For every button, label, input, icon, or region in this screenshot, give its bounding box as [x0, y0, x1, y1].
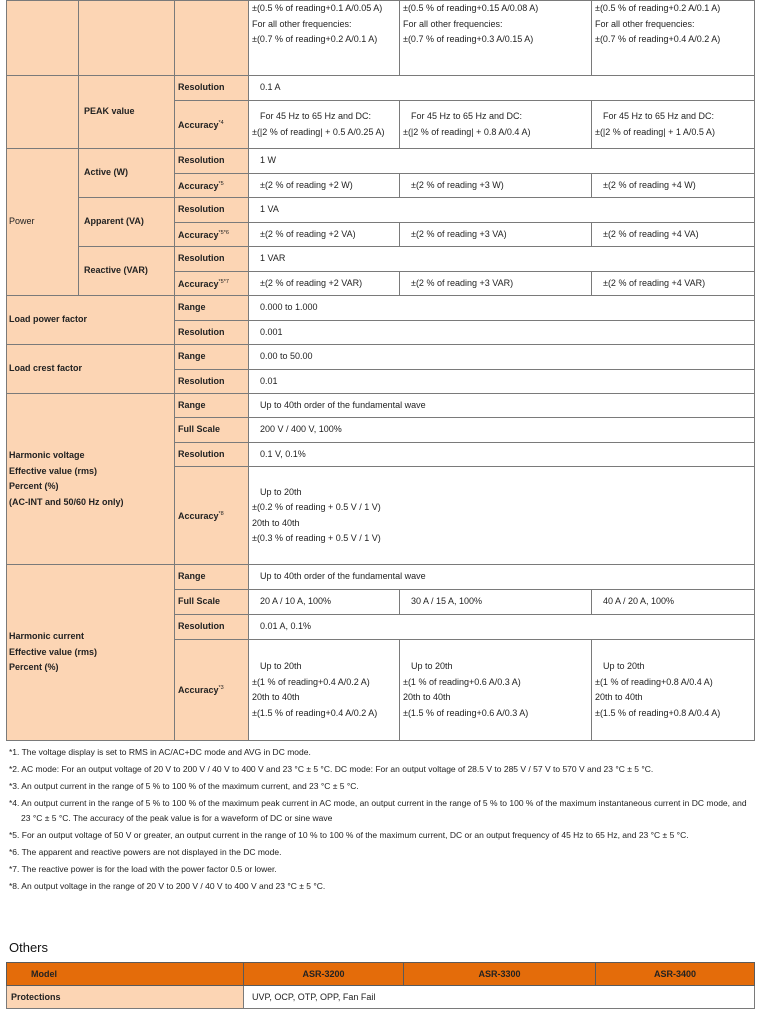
footnote-7: *7. The reactive power is for the load with the power factor 0.5 or lower.	[9, 864, 277, 874]
footnotes	[9, 745, 751, 896]
load-pf-resolution-label: Resolution	[175, 321, 249, 345]
harm-v-resolution-label: Resolution	[175, 443, 249, 467]
harm-i-fullscale-3400: 40 A / 20 A, 100%	[592, 590, 755, 615]
footnote-2: *2. AC mode: For an output voltage of 20 V to 200 V / 40 V to 400 V and 23 °C ± 5 °C. DC mode: For an output voltage of 28.5 V to 285 V / 57 V to 570 V and 23 °C ± 5 °C.	[9, 764, 654, 774]
harmonic-current-label: Harmonic current Effective value (rms) Percent (%)	[7, 565, 175, 741]
load-cf-range-value: 0.00 to 50.00	[249, 345, 755, 370]
load-crest-factor-label: Load crest factor	[7, 345, 175, 394]
load-cf-range-label: Range	[175, 345, 249, 370]
active-accuracy-3200: ±(2 % of reading +2 W)	[249, 174, 400, 198]
apparent-accuracy-3300: ±(2 % of reading +3 VA)	[400, 223, 592, 247]
footnote-ref: *5	[218, 180, 224, 187]
reactive-resolution-label: Resolution	[175, 247, 249, 272]
harm-i-accuracy-3300: Up to 20th ±(1 % of reading+0.6 A/0.3 A) 20th to 40th ±(1.5 % of reading+0.6 A/0.3 A)	[400, 640, 592, 741]
reactive-power-label: Reactive (VAR)	[79, 247, 175, 296]
load-pf-range-value: 0.000 to 1.000	[249, 296, 755, 321]
power-label: Power	[7, 149, 79, 296]
reactive-accuracy-3400: ±(2 % of reading +4 VAR)	[592, 272, 755, 296]
harm-i-accuracy-3400: Up to 20th ±(1 % of reading+0.8 A/0.4 A) 20th to 40th ±(1.5 % of reading+0.8 A/0.4 A)	[592, 640, 755, 741]
continued-param-cell	[175, 1, 249, 76]
active-accuracy-label: Accuracy$^{*5}$	[175, 174, 249, 198]
others-section-title: Others	[9, 940, 49, 955]
protections-label: Protections	[7, 986, 244, 1009]
specification-table	[6, 0, 755, 741]
model-asr-3300-header: ASR-3300	[404, 963, 596, 986]
active-accuracy-3300: ±(2 % of reading +3 W)	[400, 174, 592, 198]
load-cf-resolution-label: Resolution	[175, 370, 249, 394]
harmonic-voltage-label: Harmonic voltage Effective value (rms) Percent (%) (AC-INT and 50/60 Hz only)	[7, 394, 175, 565]
harm-v-accuracy-value: Up to 20th ±(0.2 % of reading + 0.5 V / 1 V) 20th to 40th ±(0.3 % of reading + 0.5 V / 1 V)	[249, 467, 755, 565]
peak-accuracy-3400: For 45 Hz to 65 Hz and DC: ±(|2 % of reading| + 1 A/0.5 A)	[592, 101, 755, 149]
harm-i-range-value: Up to 40th order of the fundamental wave	[249, 565, 755, 590]
load-power-factor-label: Load power factor	[7, 296, 175, 345]
footnote-3: *3. An output current in the range of 5 % to 100 % of the maximum current, and 23 °C ± 5 °C.	[9, 781, 359, 791]
load-cf-resolution-value: 0.01	[249, 370, 755, 394]
others-table	[6, 962, 755, 1009]
apparent-resolution-label: Resolution	[175, 198, 249, 223]
continued-category-cell	[7, 1, 79, 76]
harm-i-resolution-value: 0.01 A, 0.1%	[249, 615, 755, 640]
apparent-accuracy-3400: ±(2 % of reading +4 VA)	[592, 223, 755, 247]
peak-resolution-label: Resolution	[175, 76, 249, 101]
reactive-resolution-value: 1 VAR	[249, 247, 755, 272]
peak-value-label: PEAK value	[79, 76, 175, 149]
footnote-5: *5. For an output voltage of 50 V or greater, an output current in the range of 10 % to 100 % of the maximum current, DC or an output frequency of 45 Hz to 65 Hz, and 23 °C ± 5 °C.	[9, 830, 689, 840]
harm-i-accuracy-label: Accuracy$^{*3}$	[175, 640, 249, 741]
harm-i-fullscale-label: Full Scale	[175, 590, 249, 615]
reactive-accuracy-3300: ±(2 % of reading +3 VAR)	[400, 272, 592, 296]
active-resolution-value: 1 W	[249, 149, 755, 174]
harm-v-fullscale-label: Full Scale	[175, 418, 249, 443]
apparent-accuracy-3200: ±(2 % of reading +2 VA)	[249, 223, 400, 247]
footnote-ref: *8	[218, 510, 224, 517]
model-asr-3200-header: ASR-3200	[244, 963, 404, 986]
peak-category-cell	[7, 76, 79, 149]
harm-i-resolution-label: Resolution	[175, 615, 249, 640]
active-resolution-label: Resolution	[175, 149, 249, 174]
current-accuracy-3200: ±(0.5 % of reading+0.1 A/0.05 A) For all other frequencies: ±(0.7 % of reading+0.2 A/0.1 A)	[249, 1, 400, 76]
harm-v-range-label: Range	[175, 394, 249, 418]
current-accuracy-3300: ±(0.5 % of reading+0.15 A/0.08 A) For all other frequencies: ±(0.7 % of reading+0.3 A/0.15 A)	[400, 1, 592, 76]
harm-v-fullscale-value: 200 V / 400 V, 100%	[249, 418, 755, 443]
load-pf-range-label: Range	[175, 296, 249, 321]
peak-resolution-value: 0.1 A	[249, 76, 755, 101]
peak-accuracy-3200: For 45 Hz to 65 Hz and DC: ±(|2 % of reading| + 0.5 A/0.25 A)	[249, 101, 400, 149]
harm-i-accuracy-3200: Up to 20th ±(1 % of reading+0.4 A/0.2 A) 20th to 40th ±(1.5 % of reading+0.4 A/0.2 A)	[249, 640, 400, 741]
footnote-ref: *4	[218, 119, 224, 126]
active-power-label: Active (W)	[79, 149, 175, 198]
footnote-1: *1. The voltage display is set to RMS in AC/AC+DC mode and AVG in DC mode.	[9, 747, 311, 757]
current-accuracy-3400: ±(0.5 % of reading+0.2 A/0.1 A) For all other frequencies: ±(0.7 % of reading+0.4 A/0.2 A)	[592, 1, 755, 76]
peak-accuracy-3300: For 45 Hz to 65 Hz and DC: ±(|2 % of reading| + 0.8 A/0.4 A)	[400, 101, 592, 149]
protections-value: UVP, OCP, OTP, OPP, Fan Fail	[244, 986, 755, 1009]
footnote-ref: *3	[218, 685, 224, 692]
load-pf-resolution-value: 0.001	[249, 321, 755, 345]
apparent-power-label: Apparent (VA)	[79, 198, 175, 247]
harm-v-resolution-value: 0.1 V, 0.1%	[249, 443, 755, 467]
harm-i-fullscale-3300: 30 A / 15 A, 100%	[400, 590, 592, 615]
active-accuracy-3400: ±(2 % of reading +4 W)	[592, 174, 755, 198]
model-asr-3400-header: ASR-3400	[596, 963, 755, 986]
footnote-8: *8. An output voltage in the range of 20 V to 200 V / 40 V to 400 V and 23 °C ± 5 °C.	[9, 881, 326, 891]
reactive-accuracy-label: Accuracy$^{*5*7}$	[175, 272, 249, 296]
reactive-accuracy-3200: ±(2 % of reading +2 VAR)	[249, 272, 400, 296]
peak-accuracy-label: Accuracy$^{*4}$	[175, 101, 249, 149]
apparent-resolution-value: 1 VA	[249, 198, 755, 223]
model-header: Model	[7, 963, 244, 986]
footnote-4: *4. An output current in the range of 5 % to 100 % of the maximum peak current in AC mode, an output current in the range of 5 % to 100 % of the maximum instantaneous current in DC mode, and 23 °C ± 5 °C. The accuracy of the peak value is for a waveform of DC or sine wave	[9, 798, 747, 823]
footnote-ref: *5*7	[218, 278, 229, 285]
continued-sub-cell	[79, 1, 175, 76]
harm-v-range-value: Up to 40th order of the fundamental wave	[249, 394, 755, 418]
apparent-accuracy-label: Accuracy$^{*5*6}$	[175, 223, 249, 247]
footnote-ref: *5*6	[218, 229, 229, 236]
harm-i-range-label: Range	[175, 565, 249, 590]
footnote-6: *6. The apparent and reactive powers are not displayed in the DC mode.	[9, 847, 282, 857]
harm-i-fullscale-3200: 20 A / 10 A, 100%	[249, 590, 400, 615]
harm-v-accuracy-label: Accuracy$^{*8}$	[175, 467, 249, 565]
